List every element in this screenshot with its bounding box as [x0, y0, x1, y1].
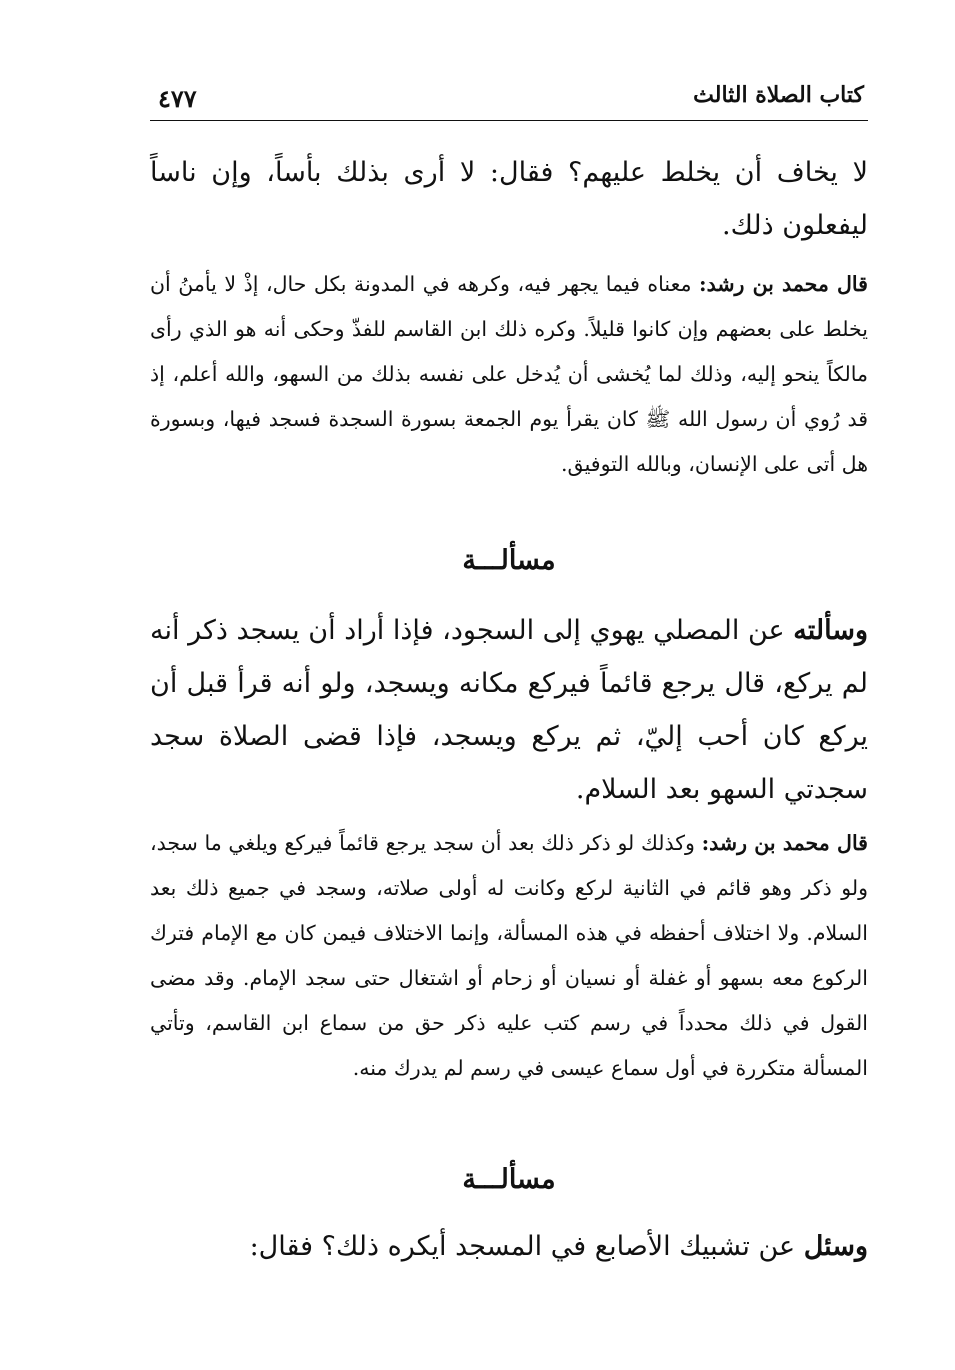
book-page [150, 0, 868, 1370]
paragraph-text: وكذلك لو ذكر ذلك بعد أن سجد يرجع قائماً فيركع ويلغي ما سجد، ولو ذكر وهو قائم في الثانية لركع وكانت له أولى صلاته، وسجد في جميع ذلك بعد السلام. ولا اختلاف أحفظه في هذه المسألة، وإنما الاختلاف فيمن كان مع الإمام فترك الركوع معه بسهو أو غفلة أو نسيان أو زحام أو اشتغال حتى سجد الإمام. وقد مضى القول في ذلك محدداً في رسم كتب عليه ذكر حق من سماع ابن القاسم، وتأتي المسألة متكررة في أول سماع عيسى في رسم لم يدرك منه. [150, 831, 868, 1080]
paragraph-answer-continuation [150, 146, 868, 252]
chapter-title: كتاب الصلاة الثالث [693, 82, 864, 108]
paragraph-commentary-1 [150, 262, 868, 487]
header-rule [150, 120, 868, 121]
paragraph-text: عن المصلي يهوي إلى السجود، فإذا أراد أن يسجد ذكر أنه لم يركع، قال يرجع قائماً فيركع مكانه ويسجد، ولو أنه قرأ قبل أن يركع كان أحب إليّ، ثم يركع ويسجد، فإذا قضى الصلاة سجد سجدتي السهو بعد السلام. [150, 615, 868, 805]
paragraph-text: عن تشبيك الأصابع في المسجد أيكره ذلك؟ فقال: [249, 1231, 804, 1262]
paragraph-question-2 [150, 1220, 868, 1273]
page-number: ٤٧٧ [158, 84, 197, 113]
section-heading-masala: مسألـــة [462, 545, 556, 576]
paragraph-text: معناه فيما يجهر فيه، وكرهه في المدونة بكل حال، إذْ لا يأمنُ أن يخلط على بعضهم وإن كانوا قليلاً. وكره ذلك ابن القاسم للفذّ وحكى أنه هو الذي رأى مالكاً ينحو إليه، وذلك لما يُخشى أن يُدخل على نفسه بذلك من السهو، والله أعلم، إذ قد رُوي أن رسول الله ﷺ كان يقرأ يوم الجمعة بسورة السجدة فسجد فيها، وبسورة هل أتى على الإنسان، وبالله التوفيق. [150, 272, 868, 476]
question-lead: وسئل [803, 1231, 868, 1262]
commentary-lead: قال محمد بن رشد: [701, 831, 868, 855]
paragraph-commentary-2 [150, 821, 868, 1091]
paragraph-question-1 [150, 604, 868, 816]
section-heading-masala: مسألـــة [462, 1164, 556, 1195]
commentary-lead: قال محمد بن رشد: [699, 272, 868, 296]
question-lead: وسألته [793, 615, 868, 646]
paragraph-text: لا يخاف أن يخلط عليهم؟ فقال: لا أرى بذلك بأساً، وإن ناساً ليفعلون ذلك. [150, 157, 868, 241]
running-header [150, 82, 868, 122]
